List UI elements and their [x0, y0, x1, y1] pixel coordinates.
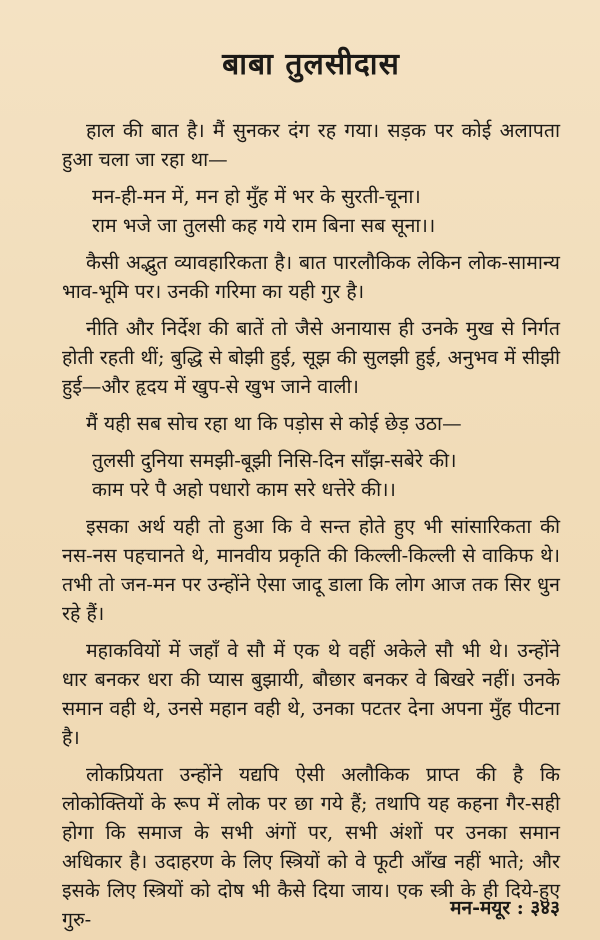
chapter-title: बाबा तुलसीदास	[222, 47, 400, 82]
verse-line: मन-ही-मन में, मन हो मुँह में भर के सुरती-चूना।	[92, 185, 421, 208]
paragraph: महाकवियों में जहाँ वे सौ में एक थे वहीं अकेले सौ भी थे। उन्होंने धार बनकर धरा की प्यास बुझायी, बौछार बनकर वे बिखरे नहीं। उनके समान वही थे, उनसे महान वही थे, उनका पटतर देना अपना मुँह पीटना है।	[62, 639, 560, 749]
verse-line: तुलसी दुनिया समझी-बूझी निसि-दिन साँझ-सबेरे की।	[92, 449, 457, 472]
page-body	[62, 116, 560, 934]
verse-line: काम परे पै अहो पधारो काम सरे धत्तेरे की।।	[92, 478, 396, 501]
paragraph: मैं यही सब सोच रहा था कि पड़ोस से कोई छेड़ उठा—	[86, 412, 462, 435]
paragraph: नीति और निर्देश की बातें तो जैसे अनायास ही उनके मुख से निर्गत होती रहती थीं; बुद्धि से बोझी हुई, सूझ की सुलझी हुई, अनुभव में सीझी हुई—और हृदय में खुप-से खुभ जाने वाली।	[62, 317, 561, 398]
verse-line: राम भजे जा तुलसी कह गये राम बिना सब सूना।।	[92, 214, 436, 237]
paragraph: हाल की बात है। मैं सुनकर दंग रह गया। सड़क पर कोई अलापता हुआ चला जा रहा था—	[62, 119, 560, 171]
paragraph: लोकप्रियता उन्होंने यद्यपि ऐसी अलौकिक प्राप्त की है कि लोकोक्तियों के रूप में लोक पर छा गये हैं; तथापि यह कहना गैर-सही होगा कि समाज के सभी अंगों पर, सभी अंशों पर उनका समान अधिकार है। उदाहरण के लिए स्त्रियों को वे फूटी आँख नहीं भाते; और इसके लिए स्त्रियों को दोष भी कैसे दिया जाय। एक स्त्री के ही दिये-हुए गुरु-	[62, 763, 560, 931]
page-footer: मन-मयूर : ३४३	[450, 897, 560, 919]
verse-block	[62, 446, 560, 504]
paragraph: इसका अर्थ यही तो हुआ कि वे सन्त होते हुए भी सांसारिकता की नस-नस पहचानते थे, मानवीय प्रकृति की किल्ली-किल्ली से वाकिफ थे। तभी तो जन-मन पर उन्होंने ऐसा जादू डाला कि लोग आज तक सिर धुन रहे हैं।	[62, 515, 560, 625]
verse-block	[62, 182, 560, 240]
paragraph: कैसी अद्भुत व्यावहारिकता है। बात पारलौकिक लेकिन लोक-सामान्य भाव-भूमि पर। उनकी गरिमा का यही गुर है।	[62, 251, 560, 303]
